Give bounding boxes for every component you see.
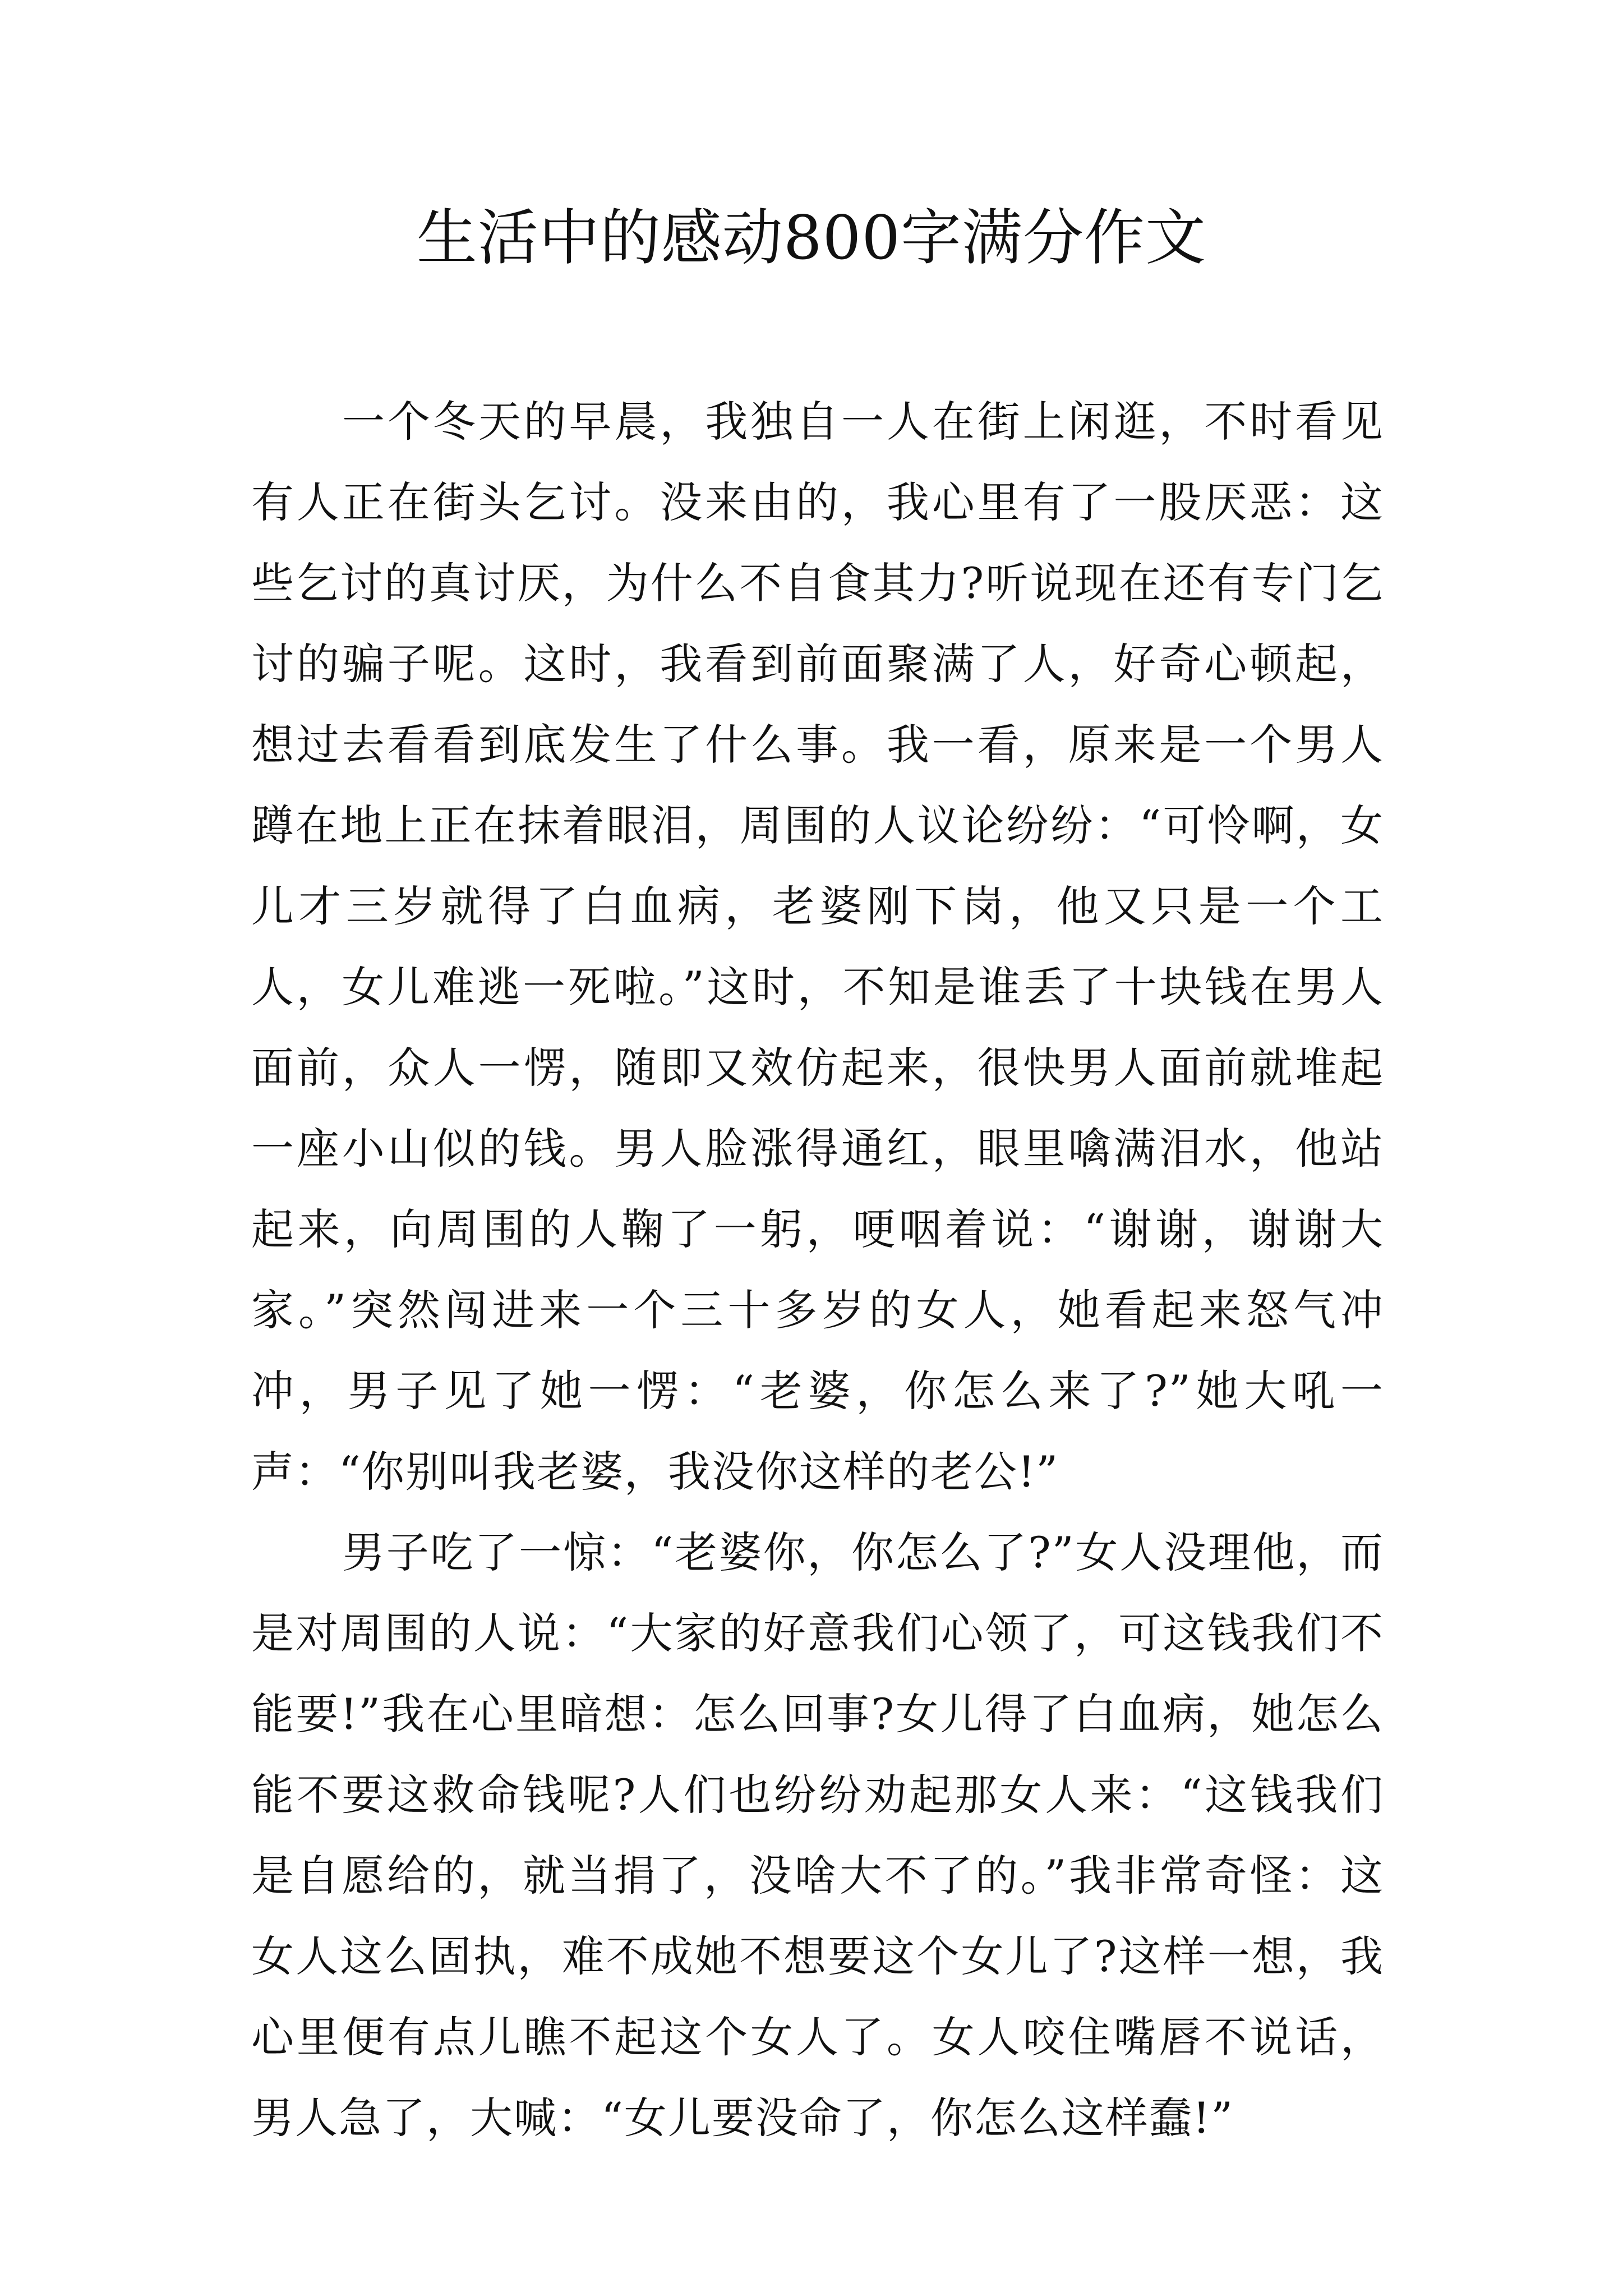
paragraph-2: 男子吃了一惊：“老婆你，你怎么了?”女人没理他，而是对周围的人说：“大家的好意我们心领了，可这钱我们不能要!”我在心里暗想：怎么回事?女儿得了白血病，她怎么能不要这救命钱呢?人们也纷纷劝起那女人来：“这钱我们是自愿给的，就当捐了，没啥大不了的。”我非常奇怪：这女人这么固执，难不成她不想要这个女儿了?这样一想，我心里便有点儿瞧不起这个女人了。女人咬住嘴唇不说话，男人急了，大喊：“女儿要没命了，你怎么这样蠢!” xyxy=(251,1527,1384,2143)
document-body xyxy=(251,381,1384,2159)
paragraph-1: 一个冬天的早晨，我独自一人在街上闲逛，不时看见有人正在街头乞讨。没来由的，我心里有了一股厌恶：这些乞讨的真讨厌，为什么不自食其力?听说现在还有专门乞讨的骗子呢。这时，我看到前面聚满了人，好奇心顿起，想过去看看到底发生了什么事。我一看，原来是一个男人蹲在地上正在抹着眼泪，周围的人议论纷纷：“可怜啊，女儿才三岁就得了白血病，老婆刚下岗，他又只是一个工人，女儿难逃一死啦。”这时，不知是谁丢了十块钱在男人面前，众人一愣，随即又效仿起来，很快男人面前就堆起一座小山似的钱。男人脸涨得通红，眼里噙满泪水，他站起来，向周围的人鞠了一躬，哽咽着说：“谢谢，谢谢大家。”突然闯进来一个三十多岁的女人，她看起来怒气冲冲，男子见了她一愣：“老婆，你怎么来了?”她大吼一声：“你别叫我老婆，我没你这样的老公!” xyxy=(251,397,1384,1497)
document-title: 生活中的感动800字满分作文 xyxy=(416,203,1207,273)
